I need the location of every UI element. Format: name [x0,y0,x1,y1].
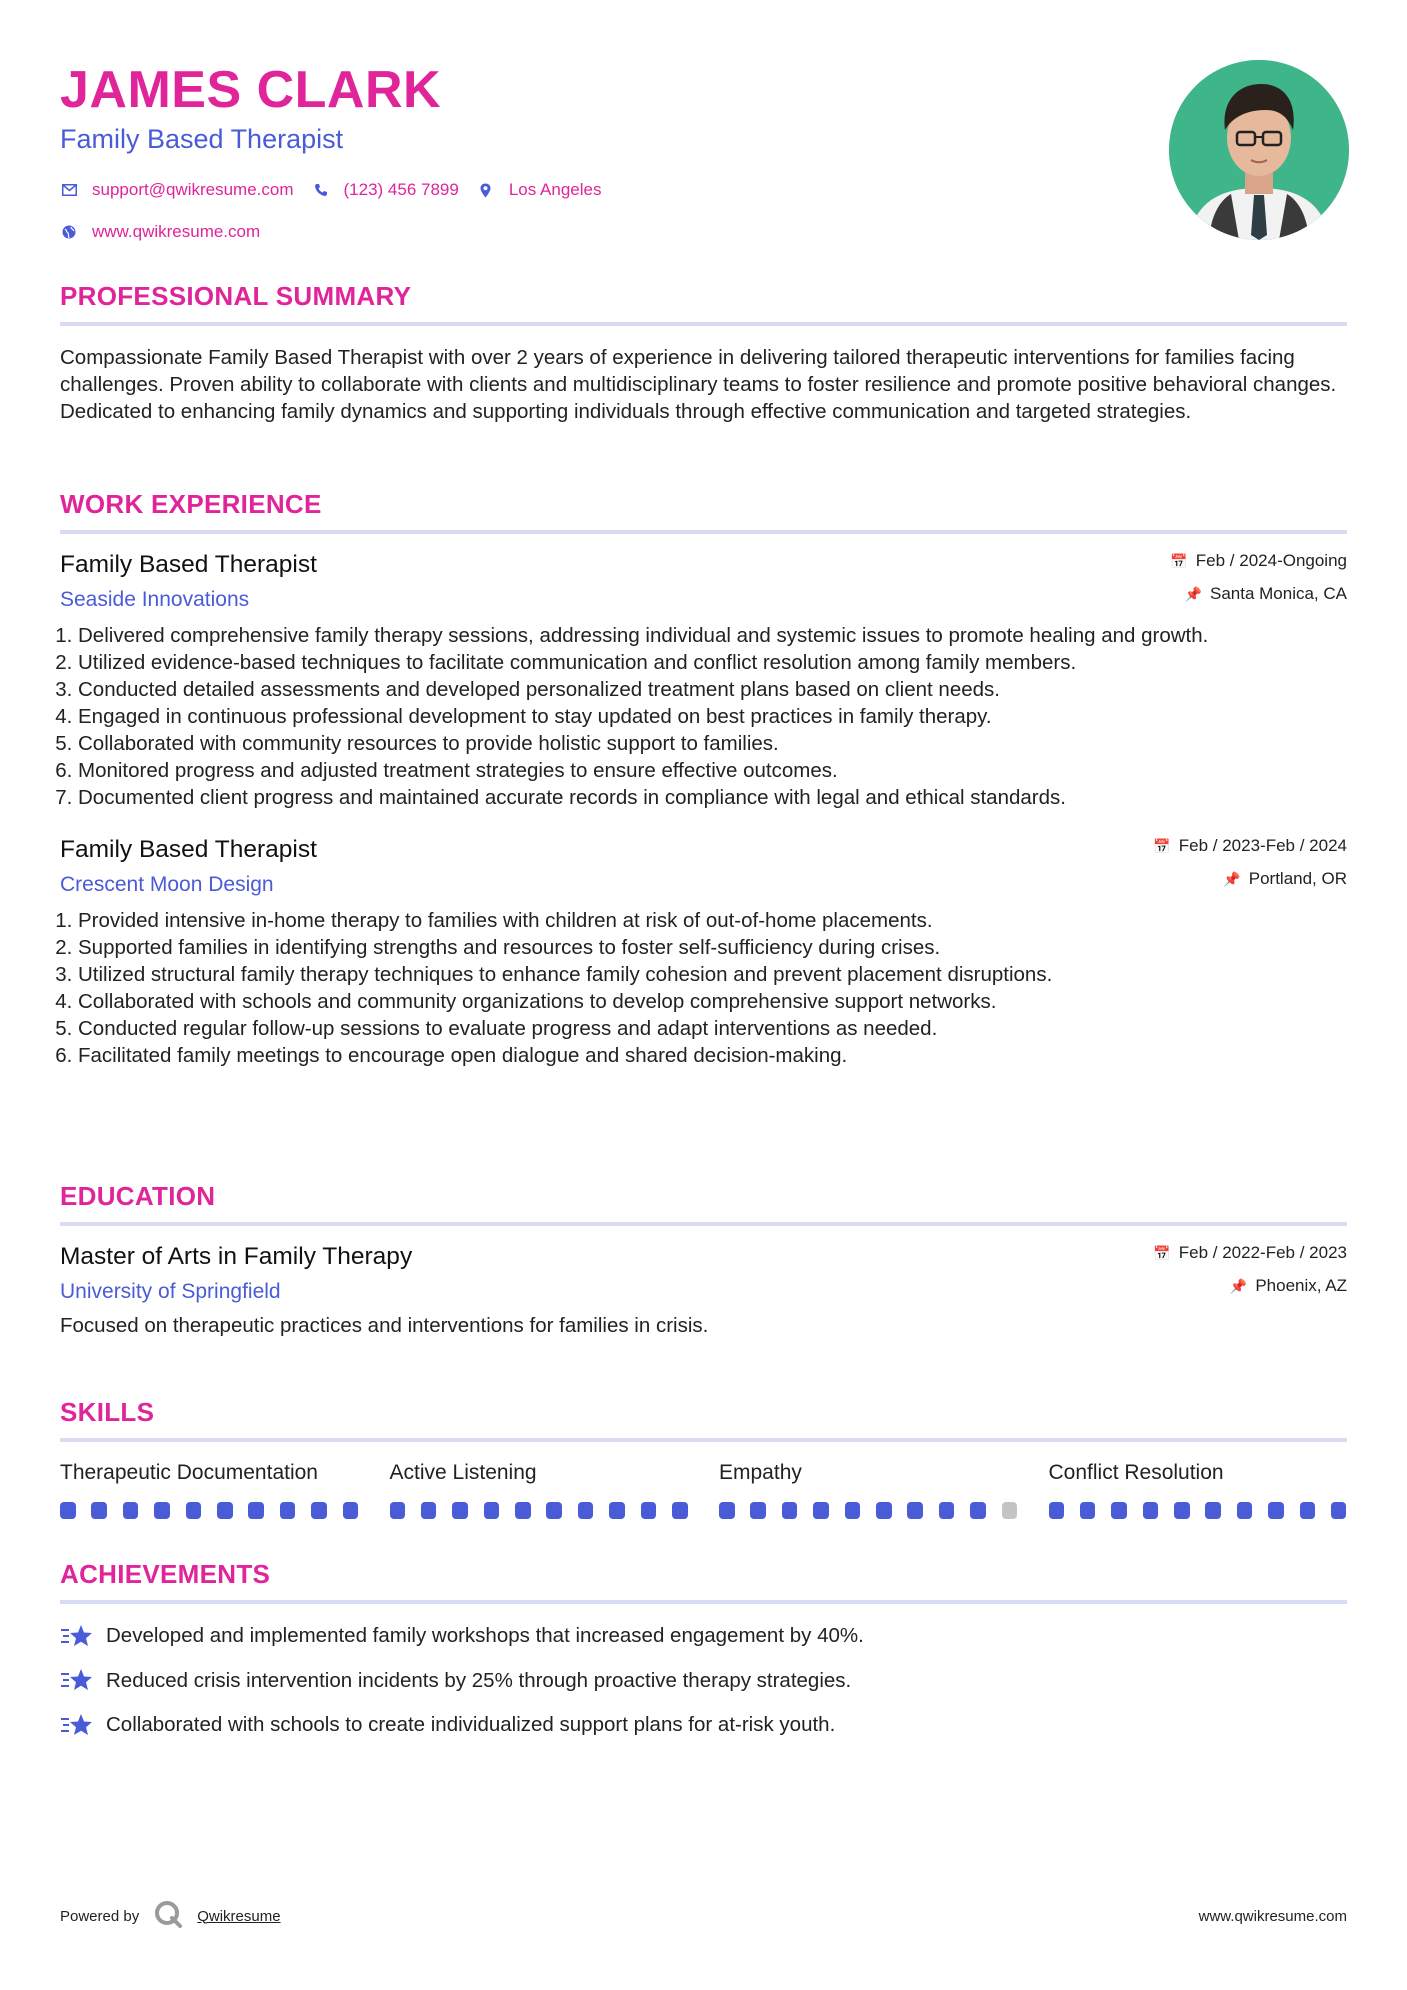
calendar-icon: 📅 [1170,552,1188,569]
section-divider [60,1222,1347,1226]
job-entry [60,835,1347,1069]
skill-level-dots [1049,1502,1347,1519]
contact-phone[interactable] [312,180,459,200]
resume-header [60,60,1160,262]
website-text: www.qwikresume.com [92,222,261,241]
pushpin-icon: 📌 [1223,870,1241,887]
summary-title: PROFESSIONAL SUMMARY [60,281,412,311]
job-title: Family Based Therapist [60,836,317,863]
skill-dot-filled [1111,1502,1127,1519]
achievement-item [60,1622,1347,1649]
contact-website[interactable] [60,222,260,242]
skills-section [60,1396,1347,1519]
job-duties [60,622,1347,811]
skill-item [719,1460,1049,1519]
skill-dot-filled [641,1502,657,1519]
duty-item: 2. Utilized evidence-based techniques to facilitate communication and conflict resolution among family members. [78,649,1347,676]
calendar-icon: 📅 [1153,837,1171,854]
footer-url[interactable]: www.qwikresume.com [1198,1907,1347,1925]
skill-dot-filled [939,1502,955,1519]
skill-dot-filled [970,1502,986,1519]
achievement-item [60,1711,1347,1738]
email-text: support@qwikresume.com [92,180,294,199]
duty-item: 6. Monitored progress and adjusted treatment strategies to ensure effective outcomes. [78,757,1347,784]
skill-level-dots [390,1502,720,1519]
skill-dot-filled [1205,1502,1221,1519]
candidate-role: Family Based Therapist [60,124,344,154]
profile-photo [1169,60,1349,240]
skill-dot-filled [1300,1502,1316,1519]
skill-dot-filled [1331,1502,1347,1519]
skill-dot-filled [907,1502,923,1519]
job-dates-text: Feb / 2024-Ongoing [1195,551,1347,570]
skills-title: SKILLS [60,1397,155,1427]
skill-dot-filled [421,1502,437,1519]
skill-dot-filled [343,1502,359,1519]
skill-dot-empty [1002,1502,1018,1519]
job-header [60,550,1347,614]
contact-row-2 [60,220,1160,244]
skills-list [60,1460,1347,1519]
contact-row-1 [60,178,1160,202]
skill-dot-filled [813,1502,829,1519]
skill-dot-filled [1174,1502,1190,1519]
skill-dot-filled [546,1502,562,1519]
achievements-list [60,1622,1347,1738]
duty-item: 3. Utilized structural family therapy techniques to enhance family cohesion and prevent placement disruptions. [78,961,1347,988]
duty-item: 1. Delivered comprehensive family therapy sessions, addressing individual and systemic issues to promote healing and growth. [78,622,1347,649]
duty-item: 6. Facilitated family meetings to encourage open dialogue and shared decision-making. [78,1042,1347,1069]
achievement-text: Reduced crisis intervention incidents by 25% through proactive therapy strategies. [106,1668,852,1692]
job-location-text: Santa Monica, CA [1209,584,1347,603]
skill-dot-filled [750,1502,766,1519]
education-meta [1153,1242,1347,1297]
skill-dot-filled [609,1502,625,1519]
job-entry [60,550,1347,811]
skill-item [390,1460,720,1519]
pushpin-icon: 📌 [1229,1277,1248,1294]
star-icon [60,1623,94,1649]
skill-dot-filled [484,1502,500,1519]
skill-dot-filled [280,1502,296,1519]
skill-name: Empathy [719,1461,802,1484]
skill-dot-filled [1143,1502,1159,1519]
summary-text: Compassionate Family Based Therapist with over 2 years of experience in delivering tailored therapeutic interventions for families facing challenges. Proven ability to collaborate with clients and multidisciplinary teams to foster resilience and promote positive behavioral changes. Dedicated to enhancing family dynamics and supporting individuals through effective communication and targeted strategies. [60,346,1337,423]
skill-dot-filled [154,1502,170,1519]
calendar-icon: 📅 [1153,1244,1171,1261]
skill-item [1049,1460,1347,1519]
skill-dot-filled [672,1502,688,1519]
job-location-text: Portland, OR [1248,869,1347,888]
job-location [1170,583,1347,605]
phone-text: (123) 456 7899 [343,180,459,199]
duty-item: 4. Engaged in continuous professional development to stay updated on best practices in family therapy. [78,703,1347,730]
skill-dot-filled [452,1502,468,1519]
job-dates [1170,550,1347,572]
experience-section [60,488,1347,1069]
skill-level-dots [719,1502,1049,1519]
duty-item: 5. Conducted regular follow-up sessions to evaluate progress and adapt interventions as needed. [78,1015,1347,1042]
achievement-text: Collaborated with schools to create individualized support plans for at-risk youth. [106,1713,836,1736]
location-text: Los Angeles [508,180,602,199]
education-location-text: Phoenix, AZ [1255,1276,1347,1295]
section-divider [60,530,1347,534]
job-meta [1153,835,1347,890]
summary-section [60,280,1347,425]
section-divider [60,1438,1347,1442]
job-location [1153,868,1347,890]
globe-icon [60,225,78,239]
powered-by-label: Powered by [60,1907,140,1925]
pushpin-icon: 📌 [1184,585,1202,602]
section-divider [60,322,1347,326]
school-name: University of Springfield [60,1280,281,1303]
skill-dot-filled [1080,1502,1096,1519]
skill-dot-filled [1268,1502,1284,1519]
skill-level-dots [60,1502,390,1519]
skill-dot-filled [91,1502,107,1519]
skill-dot-filled [1237,1502,1253,1519]
skill-dot-filled [123,1502,139,1519]
duty-item: 4. Collaborated with schools and community organizations to develop comprehensive support networks. [78,988,1347,1015]
skill-dot-filled [515,1502,531,1519]
section-divider [60,1600,1347,1604]
skill-item [60,1460,390,1519]
page-footer [60,1900,1347,1932]
education-section [60,1180,1347,1339]
skill-dot-filled [719,1502,735,1519]
experience-title: WORK EXPERIENCE [60,489,322,519]
skill-dot-filled [186,1502,202,1519]
candidate-name: JAMES CLARK [60,61,442,119]
skill-dot-filled [217,1502,233,1519]
job-dates [1153,835,1347,857]
contact-location [477,180,602,200]
education-dates-text: Feb / 2022-Feb / 2023 [1178,1243,1347,1262]
duty-item: 3. Conducted detailed assessments and developed personalized treatment plans based on client needs. [78,676,1347,703]
skill-dot-filled [1049,1502,1065,1519]
duty-item: 2. Supported families in identifying strengths and resources to foster self-sufficiency during crises. [78,934,1347,961]
degree-title: Master of Arts in Family Therapy [60,1243,413,1270]
skill-dot-filled [876,1502,892,1519]
skill-dot-filled [782,1502,798,1519]
skill-name: Conflict Resolution [1048,1461,1224,1484]
contact-email[interactable] [60,180,294,200]
education-title: EDUCATION [60,1181,216,1211]
job-dates-text: Feb / 2023-Feb / 2024 [1178,836,1347,855]
qwikresume-link[interactable]: Qwikresume [197,1907,281,1925]
qwikresume-logo-icon [153,1900,183,1932]
skill-dot-filled [248,1502,264,1519]
job-company: Seaside Innovations [60,588,250,611]
envelope-icon [60,184,78,196]
education-header [60,1242,1347,1306]
job-meta [1170,550,1347,605]
achievements-title: ACHIEVEMENTS [60,1559,271,1589]
job-duties [60,907,1347,1069]
skill-dot-filled [390,1502,406,1519]
skill-dot-filled [578,1502,594,1519]
skill-name: Therapeutic Documentation [60,1461,318,1484]
education-location [1153,1275,1347,1297]
achievement-item [60,1667,1347,1694]
education-dates [1153,1242,1347,1264]
skill-dot-filled [845,1502,861,1519]
star-icon [60,1712,94,1738]
duty-item: 1. Provided intensive in-home therapy to families with children at risk of out-of-home placements. [78,907,1347,934]
powered-by [60,1900,281,1932]
skill-name: Active Listening [389,1461,537,1484]
contact-info [60,178,1160,244]
star-icon [60,1667,94,1693]
job-title: Family Based Therapist [60,551,317,578]
achievement-text: Developed and implemented family workshops that increased engagement by 40%. [106,1624,864,1647]
job-company: Crescent Moon Design [60,873,274,896]
duty-item: 7. Documented client progress and maintained accurate records in compliance with legal and ethical standards. [78,784,1347,811]
skill-dot-filled [311,1502,327,1519]
map-pin-icon [477,183,495,198]
avatar-illustration [1169,60,1349,240]
phone-icon [312,183,330,197]
achievements-section [60,1558,1347,1756]
job-header [60,835,1347,899]
education-description: Focused on therapeutic practices and interventions for families in crisis. [60,1314,709,1337]
duty-item: 5. Collaborated with community resources to provide holistic support to families. [78,730,1347,757]
skill-dot-filled [60,1502,76,1519]
